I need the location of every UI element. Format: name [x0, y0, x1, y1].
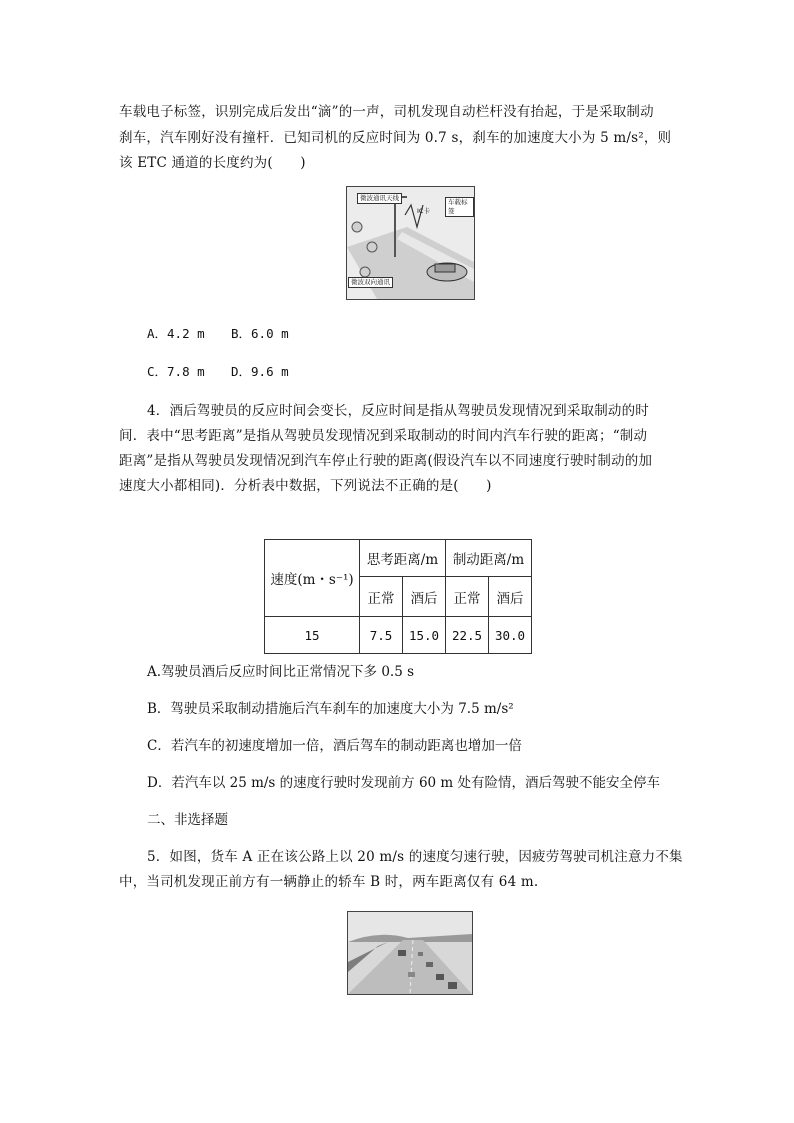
brake-normal-header: 正常: [446, 577, 489, 617]
q4-option-d: D．若汽车以 25 m/s 的速度行驶时发现前方 60 m 处有险情，酒后驾驶不能安全停车: [147, 775, 661, 791]
etc-lane-figure: [346, 186, 475, 300]
speed-cell: 15: [265, 617, 360, 654]
section-heading: 二、非选择题: [147, 812, 228, 828]
comm-label: 微波双向通讯: [348, 277, 393, 288]
q3-text-line2: 刹车，汽车刚好没有撞杆．已知司机的反应时间为 0.7 s，刹车的加速度大小为 5 m/s²，则: [119, 130, 672, 146]
q3-option-a: A．4.2 m: [147, 326, 205, 341]
q5-text-line1: 5．如图，货车 A 正在该公路上以 20 m/s 的速度匀速行驶，因疲劳驾驶司机注意力不集: [147, 849, 683, 865]
think-normal-cell: 7.5: [360, 617, 403, 654]
brake-distance-header: 制动距离/m: [446, 540, 532, 577]
q3-option-b: B．6.0 m: [231, 326, 289, 341]
q4-text-line4: 速度大小都相同)．分析表中数据，下列说法不正确的是( ): [119, 478, 492, 494]
brake-drunk-cell: 30.0: [489, 617, 532, 654]
highway-illustration: [348, 912, 472, 994]
speed-header: 速度(m・s⁻¹): [265, 540, 360, 617]
table-row: [265, 617, 532, 654]
tag-label: 车载标签: [445, 197, 474, 217]
q3-text-line3: 该 ETC 通道的长度约为( ): [119, 155, 306, 171]
q3-text-line1: 车载电子标签，识别完成后发出“滴”的一声，司机发现自动栏杆没有抬起，于是采取制动: [119, 104, 654, 120]
highway-photo: [347, 911, 473, 995]
q3-option-c: C．7.8 m: [147, 364, 205, 379]
q4-option-c: C．若汽车的初速度增加一倍，酒后驾车的制动距离也增加一倍: [147, 738, 522, 754]
think-distance-header: 思考距离/m: [360, 540, 446, 577]
q4-text-line1: 4．酒后驾驶员的反应时间会变长，反应时间是指从驾驶员发现情况到采取制动的时: [147, 403, 649, 419]
antenna-label: 微波通讯天线: [357, 193, 402, 204]
q4-option-a: A.驾驶员酒后反应时间比正常情况下多 0.5 s: [147, 664, 415, 680]
q4-option-b: B．驾驶员采取制动措施后汽车刹车的加速度大小为 7.5 m/s²: [147, 701, 514, 717]
distance-table: [264, 539, 532, 654]
q5-text-line2: 中，当司机发现正前方有一辆静止的轿车 B 时，两车距离仅有 64 m.: [119, 874, 539, 890]
brake-drunk-header: 酒后: [489, 577, 532, 617]
q4-text-line2: 间．表中“思考距离”是指从驾驶员发现情况到采取制动的时间内汽车行驶的距离；“制动: [119, 428, 648, 444]
brake-normal-cell: 22.5: [446, 617, 489, 654]
ic-card-label: IC卡: [417, 207, 430, 215]
think-drunk-cell: 15.0: [403, 617, 446, 654]
think-drunk-header: 酒后: [403, 577, 446, 617]
q4-text-line3: 距离”是指从驾驶员发现情况到汽车停止行驶的距离(假设汽车以不同速度行驶时制动的加: [119, 453, 653, 469]
q3-option-d: D．9.6 m: [231, 364, 289, 379]
think-normal-header: 正常: [360, 577, 403, 617]
